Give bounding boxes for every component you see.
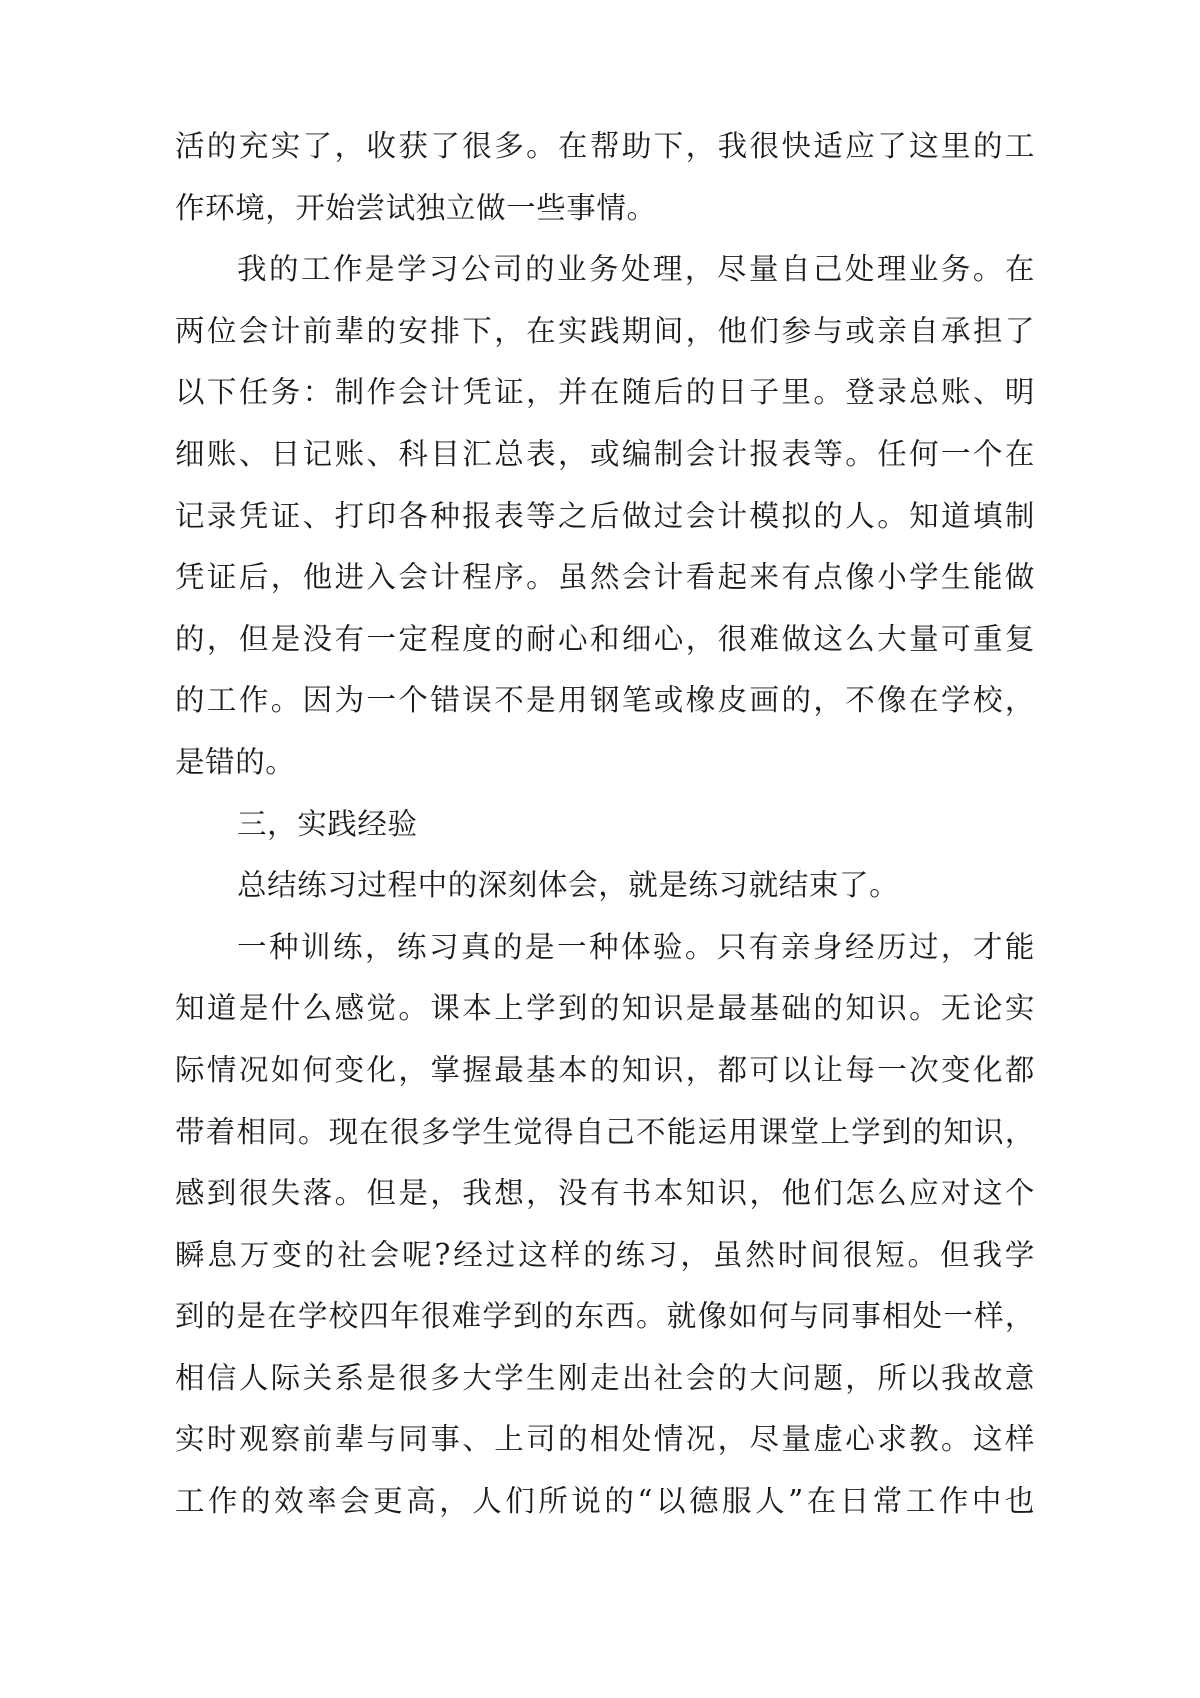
section-heading: 三，实践经验 xyxy=(237,806,418,841)
text-line: 瞬息万变的社会呢?经过这样的练习，虽然时间很短。但我学 xyxy=(175,1237,1035,1272)
text-line: 两位会计前辈的安排下，在实践期间，他们参与或亲自承担了 xyxy=(175,313,1035,348)
text-line: 记录凭证、打印各种报表等之后做过会计模拟的人。知道填制 xyxy=(175,498,1035,533)
paragraph-start-line: 我的工作是学习公司的业务处理，尽量自己处理业务。在 xyxy=(237,252,1035,287)
body-text xyxy=(175,116,1035,1533)
text-line: 到的是在学校四年很难学到的东西。就像如何与同事相处一样， xyxy=(175,1299,1035,1334)
text-line: 是错的。 xyxy=(175,744,296,779)
text-line: 细账、日记账、科目汇总表，或编制会计报表等。任何一个在 xyxy=(175,436,1035,471)
text-line: 感到很失落。但是，我想，没有书本知识，他们怎么应对这个 xyxy=(175,1176,1035,1211)
text-line: 作环境，开始尝试独立做一些事情。 xyxy=(175,190,657,225)
text-line: 的工作。因为一个错误不是用钢笔或橡皮画的，不像在学校， xyxy=(175,683,1035,718)
paragraph-start-line: 总结练习过程中的深刻体会，就是练习就结束了。 xyxy=(237,868,900,903)
text-line: 以下任务：制作会计凭证，并在随后的日子里。登录总账、明 xyxy=(175,375,1035,410)
paragraph-start-line: 一种训练，练习真的是一种体验。只有亲身经历过，才能 xyxy=(237,929,1035,964)
text-line: 凭证后，他进入会计程序。虽然会计看起来有点像小学生能做 xyxy=(175,560,1035,595)
text-line: 活的充实了，收获了很多。在帮助下，我很快适应了这里的工 xyxy=(175,129,1035,163)
text-line: 工作的效率会更高，人们所说的“以德服人”在日常工作中也 xyxy=(175,1484,1035,1519)
text-line: 带着相同。现在很多学生觉得自己不能运用课堂上学到的知识， xyxy=(175,1114,1035,1149)
text-line: 知道是什么感觉。课本上学到的知识是最基础的知识。无论实 xyxy=(175,991,1035,1026)
text-line: 实时观察前辈与同事、上司的相处情况，尽量虚心求教。这样 xyxy=(175,1422,1035,1457)
text-line: 的，但是没有一定程度的耐心和细心，很难做这么大量可重复 xyxy=(175,621,1035,656)
text-line: 相信人际关系是很多大学生刚走出社会的大问题，所以我故意 xyxy=(175,1360,1035,1395)
text-line: 际情况如何变化，掌握最基本的知识，都可以让每一次变化都 xyxy=(175,1052,1035,1087)
